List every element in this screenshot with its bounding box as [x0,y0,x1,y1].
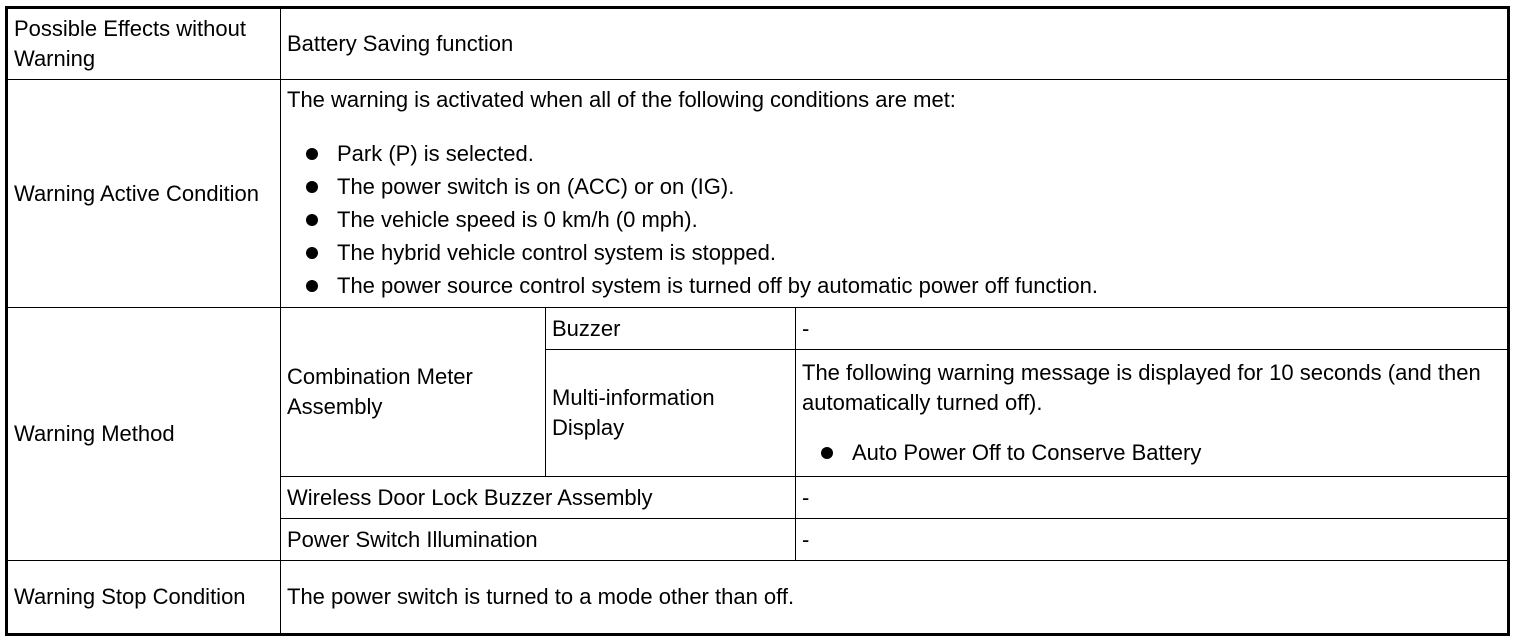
conditions-list [287,137,1501,302]
mid-message-list [802,436,1501,469]
condition-text: Park (P) is selected. [337,141,534,166]
bullet-icon [306,280,318,292]
bullet-icon [821,447,833,459]
row-value-warning-stop-condition: The power switch is turned to a mode other than off. [281,561,1509,635]
row-label-possible-effects: Possible Effects without Warning [7,8,281,80]
combination-meter-label: Combination Meter Assembly [281,308,546,477]
row-value-warning-active-condition [281,80,1509,308]
condition-text: The vehicle speed is 0 km/h (0 mph). [337,207,698,232]
buzzer-label: Buzzer [546,308,796,350]
warning-spec-table [5,6,1510,636]
list-item [287,269,1501,302]
row-label-warning-method: Warning Method [7,308,281,561]
bullet-icon [306,148,318,160]
table-row [7,80,1509,308]
condition-text: The power switch is on (ACC) or on (IG). [337,174,735,199]
bullet-icon [306,214,318,226]
list-item [287,203,1501,236]
condition-text: The hybrid vehicle control system is stopped. [337,240,776,265]
power-switch-illumination-value: - [796,519,1509,561]
mid-label: Multi-information Display [546,350,796,477]
bullet-icon [306,247,318,259]
mid-description: The following warning message is displayed for 10 seconds (and then automatically turned off). [802,359,1481,415]
mid-value [796,350,1509,477]
list-item [802,436,1501,469]
row-label-warning-active-condition: Warning Active Condition [7,80,281,308]
power-switch-illumination-label: Power Switch Illumination [281,519,796,561]
table-row [7,308,1509,350]
list-item [287,236,1501,269]
bullet-icon [306,181,318,193]
door-lock-buzzer-value: - [796,477,1509,519]
list-item [287,137,1501,170]
door-lock-buzzer-label: Wireless Door Lock Buzzer Assembly [281,477,796,519]
mid-message-text: Auto Power Off to Conserve Battery [852,439,1202,465]
condition-text: The power source control system is turned off by automatic power off function. [337,273,1099,298]
row-label-warning-stop-condition: Warning Stop Condition [7,561,281,635]
list-item [287,170,1501,203]
table-row [7,8,1509,80]
table-row [7,561,1509,635]
conditions-intro: The warning is activated when all of the following conditions are met: [287,87,956,112]
buzzer-value: - [796,308,1509,350]
row-value-possible-effects: Battery Saving function [281,8,1509,80]
